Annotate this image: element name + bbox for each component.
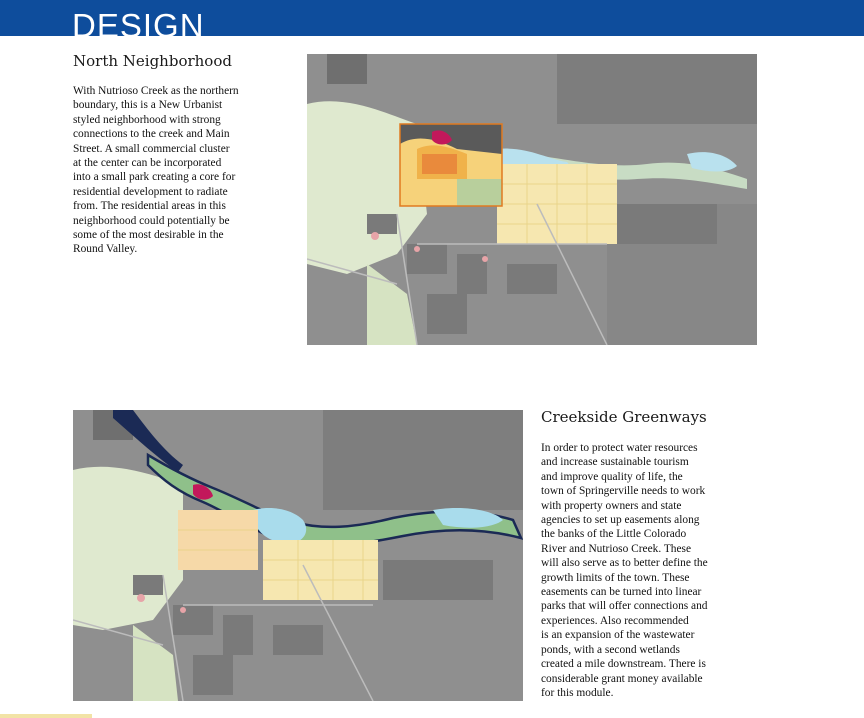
creekside-greenways-title: Creekside Greenways (541, 408, 707, 426)
creekside-greenways-map (73, 410, 523, 701)
creekside-map-graphic (73, 410, 523, 701)
north-neighborhood-text: With Nutrioso Creek as the northern boundary, this is a New Urbanist styled neighborhood with strong connections to the creek and Main Street. A small commercial cluster at the center can be incorporated into a small park creating a core for residential development to radiate from. The residential areas in this neighborhood could potentially be some of the most desirable in the Round Valley. (73, 85, 239, 256)
footer-mark (0, 714, 92, 718)
page-title: DESIGN (72, 7, 205, 36)
creekside-greenways-text: In order to protect water resources and increase sustainable tourism and improve quality of life, the town of Springerville needs to work with property owners and state agencies to set up easements along the banks of the Little Colorado River and Nutrioso Creek. These will also serve as to better define the growth limits of the town. These easements can be turned into linear parks that will offer connections and experiences. Also recommended is an expansion of the wastewater ponds, with a second wetlands created a mile downstream. There is considerable grant money available for this module. (541, 442, 708, 699)
north-neighborhood-map (307, 54, 757, 345)
north-map-graphic (307, 54, 757, 345)
north-neighborhood-title: North Neighborhood (73, 52, 232, 70)
header-bar (0, 0, 864, 36)
